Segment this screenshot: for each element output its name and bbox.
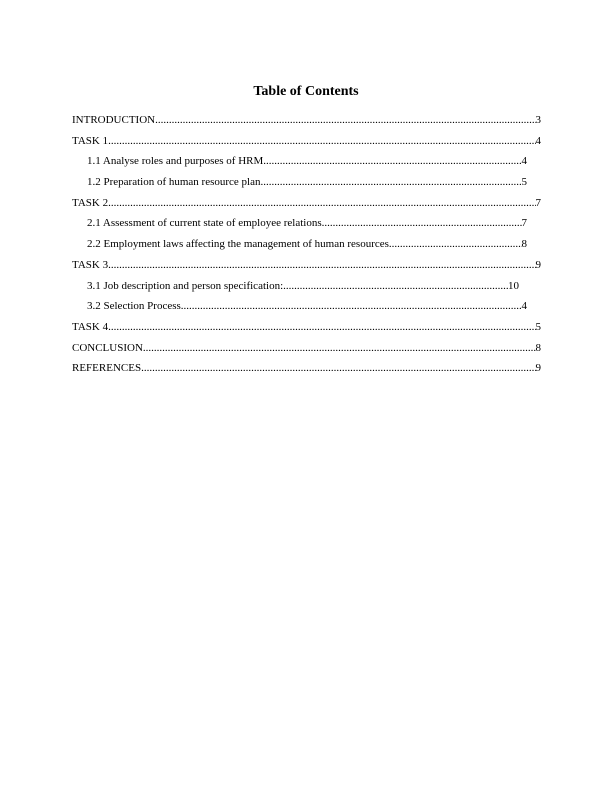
toc-dot-leader [143, 341, 536, 355]
toc-dot-leader [389, 237, 522, 251]
toc-title: Table of Contents [253, 84, 359, 99]
toc-entry-page: 8 [535, 341, 541, 354]
toc-entry-page: 9 [535, 362, 541, 375]
toc-entry-task-4[interactable] [72, 320, 541, 341]
toc-entry-label: TASK 1 [72, 134, 109, 147]
toc-dot-leader [141, 361, 535, 375]
toc-entry-task-1[interactable] [72, 134, 541, 155]
toc-entry-page: 9 [535, 258, 541, 271]
toc-dot-leader [108, 258, 535, 272]
toc-dot-leader [108, 134, 535, 148]
toc-entry-1-1[interactable] [72, 154, 541, 175]
toc-entry-label: TASK 3 [72, 258, 109, 271]
toc-entry-page: 8 [521, 238, 527, 251]
toc-entry-page: 7 [535, 196, 541, 209]
toc-entry-page: 7 [521, 217, 527, 230]
toc-entry-page: 4 [521, 155, 527, 168]
toc-entry-label: 3.2 Selection Process [87, 300, 181, 313]
toc-entry-label: REFERENCES [72, 362, 142, 375]
toc-dot-leader [283, 279, 508, 293]
toc-dot-leader [181, 299, 522, 313]
toc-entry-1-2[interactable] [72, 175, 541, 196]
toc-entry-2-2[interactable] [72, 237, 541, 258]
toc-entry-2-1[interactable] [72, 216, 541, 237]
toc-entry-conclusion[interactable] [72, 341, 541, 362]
toc-dot-leader [108, 196, 535, 210]
toc-entry-page: 4 [521, 300, 527, 313]
toc-entry-label: TASK 2 [72, 196, 109, 209]
toc-entry-task-2[interactable] [72, 196, 541, 217]
toc-entry-3-2[interactable] [72, 299, 541, 320]
toc-dot-leader [108, 320, 535, 334]
toc-entry-page: 3 [535, 114, 541, 126]
toc-entry-page: 4 [535, 134, 541, 147]
toc-list [72, 113, 541, 382]
toc-dot-leader [261, 175, 522, 189]
toc-entry-label: 3.1 Job description and person specification: [87, 279, 284, 292]
toc-entry-label: 2.1 Assessment of current state of employee relations [87, 217, 322, 230]
toc-dot-leader [155, 113, 535, 127]
toc-entry-label: 1.2 Preparation of human resource plan [87, 176, 261, 189]
toc-entry-page: 10 [508, 279, 519, 292]
toc-entry-page: 5 [521, 176, 527, 189]
toc-entry-label: CONCLUSION [72, 341, 143, 354]
toc-dot-leader [322, 216, 522, 230]
toc-entry-introduction[interactable] [72, 113, 541, 134]
toc-entry-references[interactable] [72, 361, 541, 382]
toc-entry-label: TASK 4 [72, 320, 109, 333]
toc-entry-task-3[interactable] [72, 258, 541, 279]
toc-entry-3-1[interactable] [72, 279, 541, 300]
toc-dot-leader [263, 154, 521, 168]
toc-entry-label: 2.2 Employment laws affecting the management of human resources [87, 238, 389, 251]
toc-entry-label: 1.1 Analyse roles and purposes of HRM [87, 155, 264, 168]
toc-entry-page: 5 [535, 320, 541, 333]
toc-entry-label: INTRODUCTION [72, 114, 156, 126]
